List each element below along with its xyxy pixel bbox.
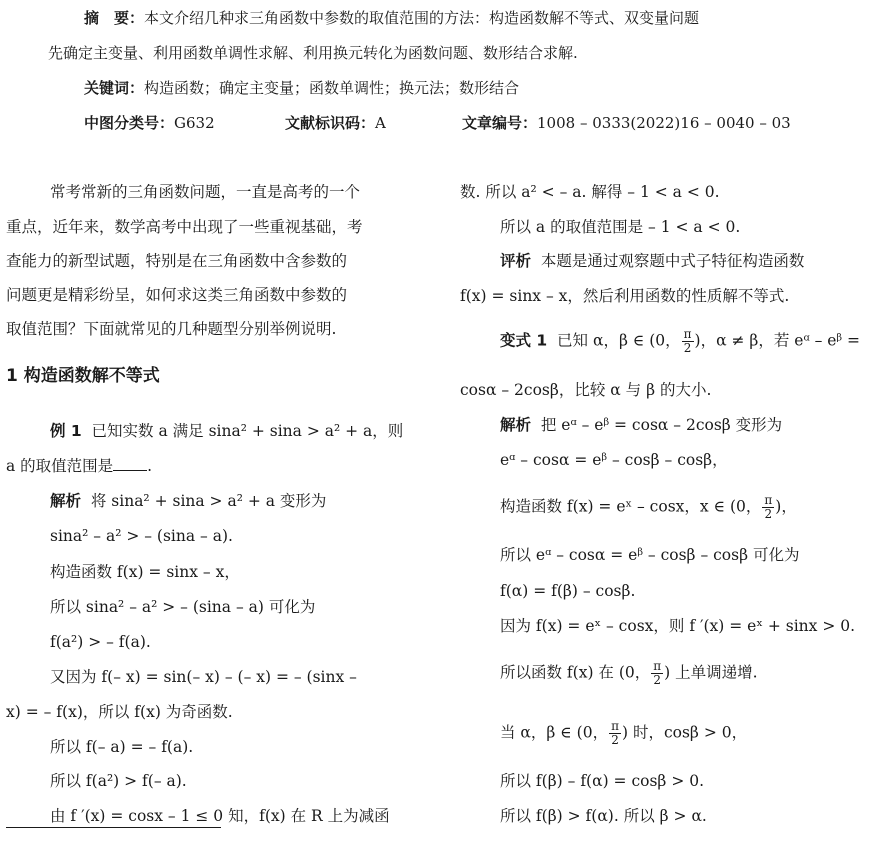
right-line-1: 数. 所以 a² < – a. 解得 – 1 < a < 0. (460, 183, 720, 201)
keywords-text: 构造函数；确定主变量；函数单调性；换元法；数形结合 (144, 79, 520, 97)
variant-1-line-2: cosα – 2cosβ，比较 α 与 β 的大小. (460, 381, 712, 399)
variant-solution-text: 把 eᵅ – eᵝ = cosα – 2cosβ 变形为 (540, 416, 783, 434)
step-3: 所以 sina² – a² > – (sina – a) 可化为 (50, 598, 316, 616)
intro-line-4: 问题更是精彩纷呈，如何求这类三角函数中参数的 (6, 286, 348, 304)
classification-article (462, 112, 791, 134)
clc-value: G632 (174, 114, 215, 132)
step-1: sina² – a² > – (sina – a). (50, 527, 233, 545)
example-1-line-2: a 的取值范围是 . (6, 457, 153, 475)
pi-over-2-fraction: $\frac{\pi}{2}$ (653, 659, 662, 687)
right-step-3: 所以 eᵅ – cosα = eᵝ – cosβ – cosβ 可化为 (500, 546, 800, 564)
right-step-6: 所以函数 f(x) 在 (0， $\frac{\pi}{2}$ ) 上单调递增. (500, 659, 758, 687)
article-label: 文章编号： (462, 114, 538, 132)
step-8: 所以 f(a²) > f(– a). (50, 772, 187, 790)
variant-solution-label: 解析 (500, 416, 532, 434)
footnote-rule (6, 827, 221, 828)
classification-clc (84, 112, 215, 134)
abstract-line-2: 先确定主变量、利用函数单调性求解、利用换元转化为函数问题、数形结合求解. (48, 44, 578, 62)
right-step-8: 所以 f(β) – f(α) = cosβ > 0. (500, 772, 705, 790)
intro-line-1: 常考常新的三角函数问题，一直是高考的一个 (50, 183, 361, 201)
right-step-4: f(α) = f(β) – cosβ. (500, 582, 636, 600)
right-step-9: 所以 f(β) > f(α). 所以 β > α. (500, 807, 707, 825)
example-1-text-2: a 的取值范围是 (6, 457, 114, 475)
step-6: x) = – f(x)，所以 f(x) 为奇函数. (6, 703, 233, 721)
step-4: f(a²) > – f(a). (50, 633, 151, 651)
step-5: 又因为 f(– x) = sin(– x) – (– x) = – (sinx – (50, 668, 357, 686)
solution-label: 解析 (50, 492, 82, 510)
variant-1-pre: 已知 α，β ∈ (0， (557, 331, 681, 350)
step-7: 所以 f(– a) = – f(a). (50, 738, 194, 756)
variant-solution-line (500, 414, 782, 436)
comment-text: 本题是通过观察题中式子特征构造函数 (540, 252, 805, 270)
classification-doc (285, 112, 386, 134)
comment-line-2: f(x) = sinx – x，然后利用函数的性质解不等式. (460, 287, 790, 305)
doc-value: A (375, 114, 386, 132)
intro-line-5: 取值范围？下面就常见的几种题型分别举例说明. (6, 320, 337, 338)
step-9: 由 f ′(x) = cosx – 1 ≤ 0 知，f(x) 在 R 上为减函 (50, 807, 390, 825)
right-step-5: 因为 f(x) = eˣ – cosx，则 f ′(x) = eˣ + sinx > 0. (500, 617, 856, 635)
section-heading-1: 1 构造函数解不等式 (6, 366, 160, 386)
clc-label: 中图分类号： (84, 114, 175, 132)
comment-line (500, 250, 804, 272)
step-2: 构造函数 f(x) = sinx – x， (50, 563, 240, 581)
abstract-text-1: 本文介绍几种求三角函数中参数的取值范围的方法：构造函数解不等式、双变量问题 (144, 9, 700, 27)
pi-over-2-fraction: $\frac{\pi}{2}$ (683, 327, 692, 355)
right-step-1: eᵅ – cosα = eᵝ – cosβ – cosβ， (500, 451, 728, 469)
answer-blank (113, 456, 147, 471)
comment-label: 评析 (500, 252, 532, 270)
right-step-2: 构造函数 f(x) = eˣ – cosx，x ∈ (0， $\frac{\pi}{2}$ )， (500, 493, 797, 521)
keywords-label: 关键词： (84, 79, 145, 97)
intro-line-3: 查能力的新型试题，特别是在三角函数中含参数的 (6, 252, 348, 270)
solution-text: 将 sina² + sina > a² + a 变形为 (90, 492, 327, 510)
variant-1-label: 变式 1 (500, 331, 548, 350)
example-1-text: 已知实数 a 满足 sina² + sina > a² + a，则 (91, 422, 404, 440)
example-1-label: 例 1 (50, 422, 82, 440)
variant-1-post: )，α ≠ β，若 eᵅ – eᵝ = (694, 331, 860, 350)
right-line-2: 所以 a 的取值范围是 – 1 < a < 0. (500, 218, 741, 236)
example-1-line-1 (50, 420, 403, 442)
article-value: 1008 – 0333(2022)16 – 0040 – 03 (537, 114, 791, 132)
right-step-7: 当 α，β ∈ (0， $\frac{\pi}{2}$ ) 时，cosβ > 0， (500, 719, 748, 747)
intro-line-2: 重点，近年来，数学高考中出现了一些重视基础，考 (6, 218, 363, 236)
pi-over-2-fraction: $\frac{\pi}{2}$ (764, 493, 773, 521)
abstract-label: 摘 要 (84, 9, 130, 27)
pi-over-2-fraction: $\frac{\pi}{2}$ (611, 719, 619, 747)
abstract-line-1: 摘 要：本文介绍几种求三角函数中参数的取值范围的方法：构造函数解不等式、双变量问题 (84, 9, 700, 27)
doc-label: 文献标识码： (285, 114, 376, 132)
solution-line (50, 490, 326, 512)
variant-1-line-1 (500, 328, 860, 355)
keywords-line (84, 77, 519, 99)
